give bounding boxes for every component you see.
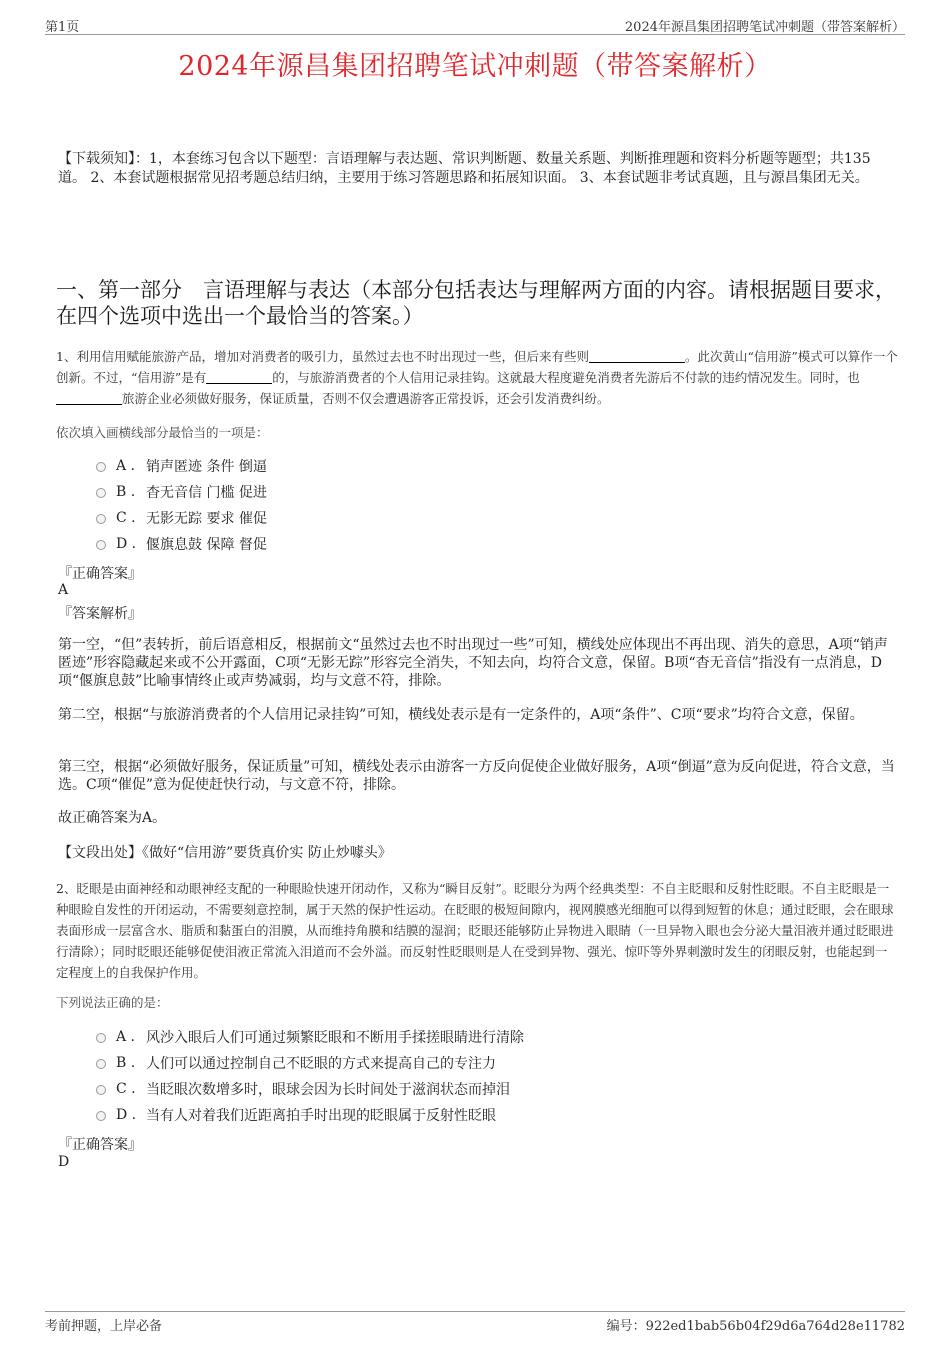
analysis-paragraph: 第一空，“但”表转折，前后语意相反，根据前文“虽然过去也不时出现过一些”可知，横线处应体现出不再出现、消失的意思，A项“销声匿迹”形容隐藏起来或不公开露面，C项“无影无踪”形容完全消失，不知去向，均符合文意，保留。B项“杳无音信”指没有一点消息，D项“偃旗息鼓”比喻事情终止或声势减弱，均与文意不符，排除。 (58, 637, 888, 689)
radio-icon[interactable] (96, 514, 106, 524)
radio-icon[interactable] (96, 1059, 106, 1069)
page-number: 第1页 (45, 20, 80, 35)
header-doc-title: 2024年源昌集团招聘笔试冲刺题（带答案解析） (624, 20, 905, 35)
answer-label: 『正确答案』 (58, 566, 142, 582)
answer-value: A (58, 582, 69, 598)
q1-option-b[interactable]: B . 杳无音信 门槛 促进 (96, 482, 267, 502)
download-notice: 【下载须知】：1，本套练习包含以下题型：言语理解与表达题、常识判断题、数量关系题、判断推理题和资料分析题等题型；共135道。 2、本套试题根据常见招考题总结归纳，主要用于练习答题思路和拓展知识面。 3、本套试题非考试真题，且与源昌集团无关。 (58, 151, 871, 186)
q2-option-d[interactable]: D . 当有人对着我们近距离拍手时出现的眨眼属于反射性眨眼 (96, 1105, 496, 1125)
radio-icon[interactable] (96, 462, 106, 472)
question-1-prompt: 依次填入画横线部分最恰当的一项是： (56, 425, 269, 440)
document-title: 2024年源昌集团招聘笔试冲刺题（带答案解析） (178, 51, 772, 82)
q2-option-a[interactable]: A . 风沙入眼后人们可通过频繁眨眼和不断用手揉搓眼睛进行清除 (96, 1027, 524, 1047)
footer-slogan: 考前押题，上岸必备 (45, 1319, 163, 1334)
q2-option-c[interactable]: C . 当眨眼次数增多时，眼球会因为长时间处于滋润状态而掉泪 (96, 1079, 510, 1099)
q2-option-b[interactable]: B . 人们可以通过控制自己不眨眼的方式来提高自己的专注力 (96, 1053, 496, 1073)
radio-icon[interactable] (96, 1033, 106, 1043)
answer-label: 『正确答案』 (58, 1137, 142, 1153)
question-1-stem: 1、利用信用赋能旅游产品，增加对消费者的吸引力，虽然过去也不时出现过一些，但后来有些则 。此次黄山“信用游”模式可以算作一个创新。不过，“信用游”是有 的，与旅游消费者的个人信用记录挂钩。这就最大程度避免消费者先游后不付款的违约情况发生。同时，也旅游企业必须做好服务，保证质量，否则不仅会遭遇游客正常投诉，还会引发消费纠纷。 (56, 349, 898, 406)
radio-icon[interactable] (96, 540, 106, 550)
q1-option-c[interactable]: C . 无影无踪 要求 催促 (96, 508, 267, 528)
radio-icon[interactable] (96, 488, 106, 498)
source-citation: 【文段出处】《做好“信用游”要货真价实 防止炒噱头》 (58, 845, 392, 861)
fill-blank-2 (206, 369, 272, 384)
section-heading: 一、第一部分 言语理解与表达（本部分包括表达与理解两方面的内容。请根据题目要求，在四个选项中选出一个最恰当的答案。） (56, 278, 896, 328)
analysis-paragraph: 第二空，根据“与旅游消费者的个人信用记录挂钩”可知，横线处表示是有一定条件的，A项“条件”、C项“要求”均符合文意，保留。 (58, 707, 864, 723)
radio-icon[interactable] (96, 1085, 106, 1095)
analysis-paragraph: 第三空，根据“必须做好服务，保证质量”可知，横线处表示由游客一方反向促使企业做好服务，A项“倒逼”意为反向促进，符合文意，当选。C项“催促”意为促使赶快行动，与文意不符，排除。 (58, 759, 895, 793)
analysis-conclusion: 故正确答案为A。 (58, 810, 167, 826)
answer-value: D (58, 1154, 70, 1170)
q1-option-d[interactable]: D . 偃旗息鼓 保障 督促 (96, 534, 267, 554)
fill-blank-3 (56, 390, 122, 405)
radio-icon[interactable] (96, 1111, 106, 1121)
question-2-stem: 2、眨眼是由面神经和动眼神经支配的一种眼睑快速开闭动作，又称为“瞬目反射”。眨眼分为两个经典类型：不自主眨眼和反射性眨眼。不自主眨眼是一种眼睑自发性的开闭运动，不需要刻意控制，属于天然的保护性运动。在眨眼的极短间隙内，视网膜感光细胞可以得到短暂的休息；通过眨眼，会在眼球表面形成一层富含水、脂质和黏蛋白的泪膜，从而维持角膜和结膜的湿润；眨眼还能够防止异物进入眼睛（一旦异物入眼也会分泌大量泪液并通过眨眼进行清除）；同时眨眼还能够促使泪液正常流入泪道而不会外溢。而反射性眨眼则是人在受到异物、强光、惊吓等外界刺激时发生的闭眼反射，也能起到一定程度上的自我保护作用。 (56, 881, 894, 980)
q1-option-a[interactable]: A . 销声匿迹 条件 倒逼 (96, 456, 267, 476)
footer-serial: 编号：922ed1bab56b04f29d6a764d28e11782 (606, 1319, 905, 1334)
fill-blank-1 (589, 348, 685, 363)
page-header (45, 14, 905, 35)
analysis-label: 『答案解析』 (58, 606, 142, 622)
page-footer (45, 1311, 905, 1332)
question-2-prompt: 下列说法正确的是： (56, 995, 169, 1010)
